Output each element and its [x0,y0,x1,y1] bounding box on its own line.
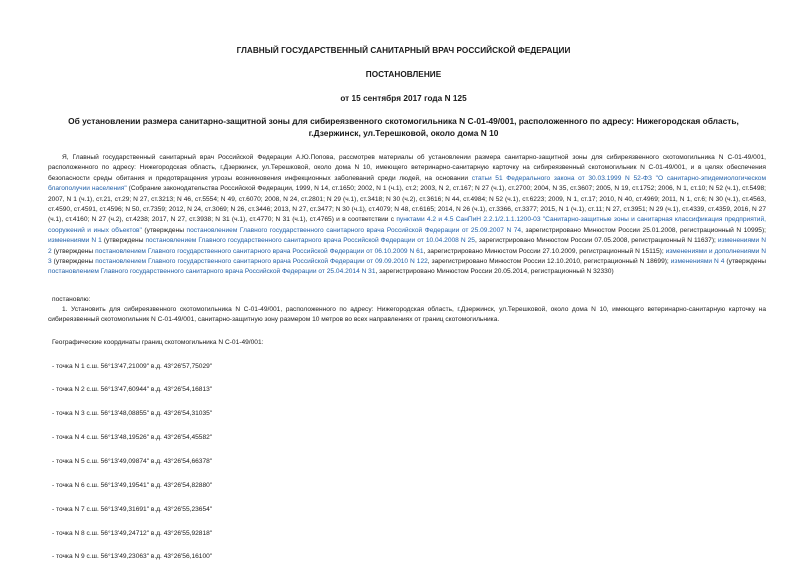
coordinate-point: - точка N 3 с.ш. 56°13'48,08855" в.д. 43°26'54,31035" [52,410,213,417]
amendments-4-link[interactable]: изменениями N 4 [670,258,725,266]
coordinate-point: - точка N 1 с.ш. 56°13'47,21009" в.д. 43°26'57,75029" [52,363,213,370]
date-and-number: от 15 сентября 2017 года N 125 [340,94,467,103]
preamble-text: , зарегистрировано Минюстом России 27.10.2009, регистрационный N 15115); [423,247,666,255]
preamble-text: (утверждены [141,226,187,234]
amendments-1-link[interactable]: изменениями N 1 [48,237,102,245]
preamble-text: , зарегистрировано Минюстом России 12.10.2010, регистрационный N 18699); [427,258,671,266]
preamble-text: (утверждены [724,258,767,266]
coordinate-point: - точка N 7 с.ш. 56°13'49,31691" в.д. 43°26'55,23654" [52,506,213,513]
issuing-authority: ГЛАВНЫЙ ГОСУДАРСТВЕННЫЙ САНИТАРНЫЙ ВРАЧ РОССИЙСКОЙ ФЕДЕРАЦИИ [236,46,571,55]
document-type: ПОСТАНОВЛЕНИЕ [365,70,442,79]
item-1-text: 1. Установить для сибиреязвенного скотомогильника N С-01-49/001, расположенного по адресу: Нижегородская область, г.Дзержинск, ул.Терешковой, около дома N 10, имеющего ветеринарно-санитарную карточку на сибиреязвенный скотомогильник N С-01-49/001, санитарно-защитную зону размером 10 метров во всех направлениях от границ скотомогильника. [48,306,766,324]
preamble-text: , зарегистрировано Минюстом России 25.01.2008, регистрационный N 10995); [521,226,766,234]
title-line-1: Об установлении размера санитарно-защитной зоны для сибиреязвенного скотомогильника N С-01-49/001, расположенного по адресу: Нижегородская область, [68,116,739,126]
resolution-31-link[interactable]: постановлением Главного государственного санитарного врача Российской Федерации от 25.04.2014 N 31 [48,268,376,276]
coordinate-point: - точка N 9 с.ш. 56°13'49,23063" в.д. 43°26'56,16100" [52,553,213,560]
sanpin-link[interactable]: пунктами 4.2 и 4.5 СанПиН 2.2.1/2.1.1.1200-03 "Санитарно-защитные зоны и санитарная классификация предприятий, сооружений и иных объектов" [48,216,766,234]
preamble-text: (утверждены [101,237,146,245]
coordinate-point: - точка N 8 с.ш. 56°13'49,24712" в.д. 43°26'55,92818" [52,530,213,537]
preamble-text: (Собрание законодательства Российской Федерации, 1999, N 14, ст.1650; 2002, N 1 (ч.1), ст.2; 2003, N 2, ст.167; N 27 (ч.1), ст.2700; 2004, N 35, ст.3607; 2005, N 19, ст.1752; 2006, N 1, ст.10; N 52 (ч.1), ст.5498; 2007, N 1 (ч.1), ст.21, ст.29; N 27, ст.3213; N 46, ст.5554; N 49, ст.6070; 2008, N 24, ст.2801; N 29 (ч.1), ст.3418; N 30 (ч.2), ст.3616; N 44, ст.4984; N 52 (ч.1), ст.6223; 2009, N 1, ст.17; 2010, N 40, ст.4969; 2011, N 1, ст.6; N 30 (ч.1), ст.4563, ст.4590, ст.4591, ст.4596; N 50, ст.7359; 2012, N 24, ст.3069; N 26, ст.3446; 2013, N 27, ст.3477; N 30 (ч.1), ст.4079; N 48, ст.6165; 2014, N 26 (ч.1), ст.3366, ст.3377; 2015, N 1 (ч.1), ст.11; N 27, ст.3951; N 29 (ч.1), ст.4339, ст.4359, 2016, N 27 (ч.1), ст.4160; N 27 (ч.2), ст.4238; 2017, N 27, ст.3938; N 31 (ч.1), ст.4770; N 31 (ч.1), ст.4765) и в соответствии с [48,185,766,224]
coordinate-point: - точка N 2 с.ш. 56°13'47,60944" в.д. 43°26'54,16813" [52,386,213,393]
preamble-text: Я, Главный государственный санитарный врач Российской Федерации А.Ю.Попова, рассмотрев материалы об установлении размера санитарно-защитной зоны для сибиреязвенного скотомогильника N С-01-49/001, расположенного по адресу: Нижегородская область, г.Дзержинск, ул.Терешковой, около дома N 10, имеющего ветеринарно-санитарную карточку на сибиреязвенный скотомогильник N С-01-49/001, и в целях обеспечения безопасности среды обитания и предотвращения угрозы возникновения инфекционных заболеваний среди людей, на основании [48,154,766,182]
coordinates-heading: Географические координаты границ скотомогильника N С-01-49/001: [52,339,264,346]
resolution-122-link[interactable]: постановлением Главного государственного санитарного врача Российской Федерации от 09.09.2010 N 122 [95,258,428,266]
preamble-text: , зарегистрировано Минюстом России 07.05.2008, регистрационный N 11637); [474,237,718,245]
amendments-2-link[interactable]: изменениями N 2 [48,237,767,255]
coordinate-point: - точка N 5 с.ш. 56°13'49,09874" в.д. 43°26'54,66378" [52,458,213,465]
coordinate-point: - точка N 4 с.ш. 56°13'48,19526" в.д. 43°26'54,45582" [52,434,213,441]
preamble-text: (утверждены [51,247,96,255]
preamble-paragraph [48,153,766,278]
preamble-text: (утверждены [51,258,96,266]
title-line-2: г.Дзержинск, ул.Терешковой, около дома N 10 [308,128,499,138]
item-1-paragraph [48,305,766,326]
resolution-61-link[interactable]: постановлением Главного государственного санитарного врача Российской Федерации от 06.10.2009 N 61 [95,247,424,255]
preamble-text: , зарегистрировано Минюстом России 20.05.2014, регистрационный N 32330) [375,268,614,276]
resolution-25-link[interactable]: постановлением Главного государственного санитарного врача Российской Федерации от 10.04.2008 N 25 [145,237,475,245]
resolution-74-link[interactable]: постановлением Главного государственного санитарного врача Российской Федерации от 25.09.2007 N 74 [186,226,522,234]
amendments-3-link[interactable]: изменениями и дополнениями N 3 [48,247,767,266]
resolved-line: постановлю: [52,296,91,303]
coordinate-point: - точка N 6 с.ш. 56°13'49,19541" в.д. 43°26'54,82880" [52,482,213,489]
law-article-link[interactable]: статьи 51 Федерального закона от 30.03.1999 N 52-ФЗ "О санитарно-эпидемиологическом благополучии населения" [48,174,766,193]
document-title [60,115,747,139]
